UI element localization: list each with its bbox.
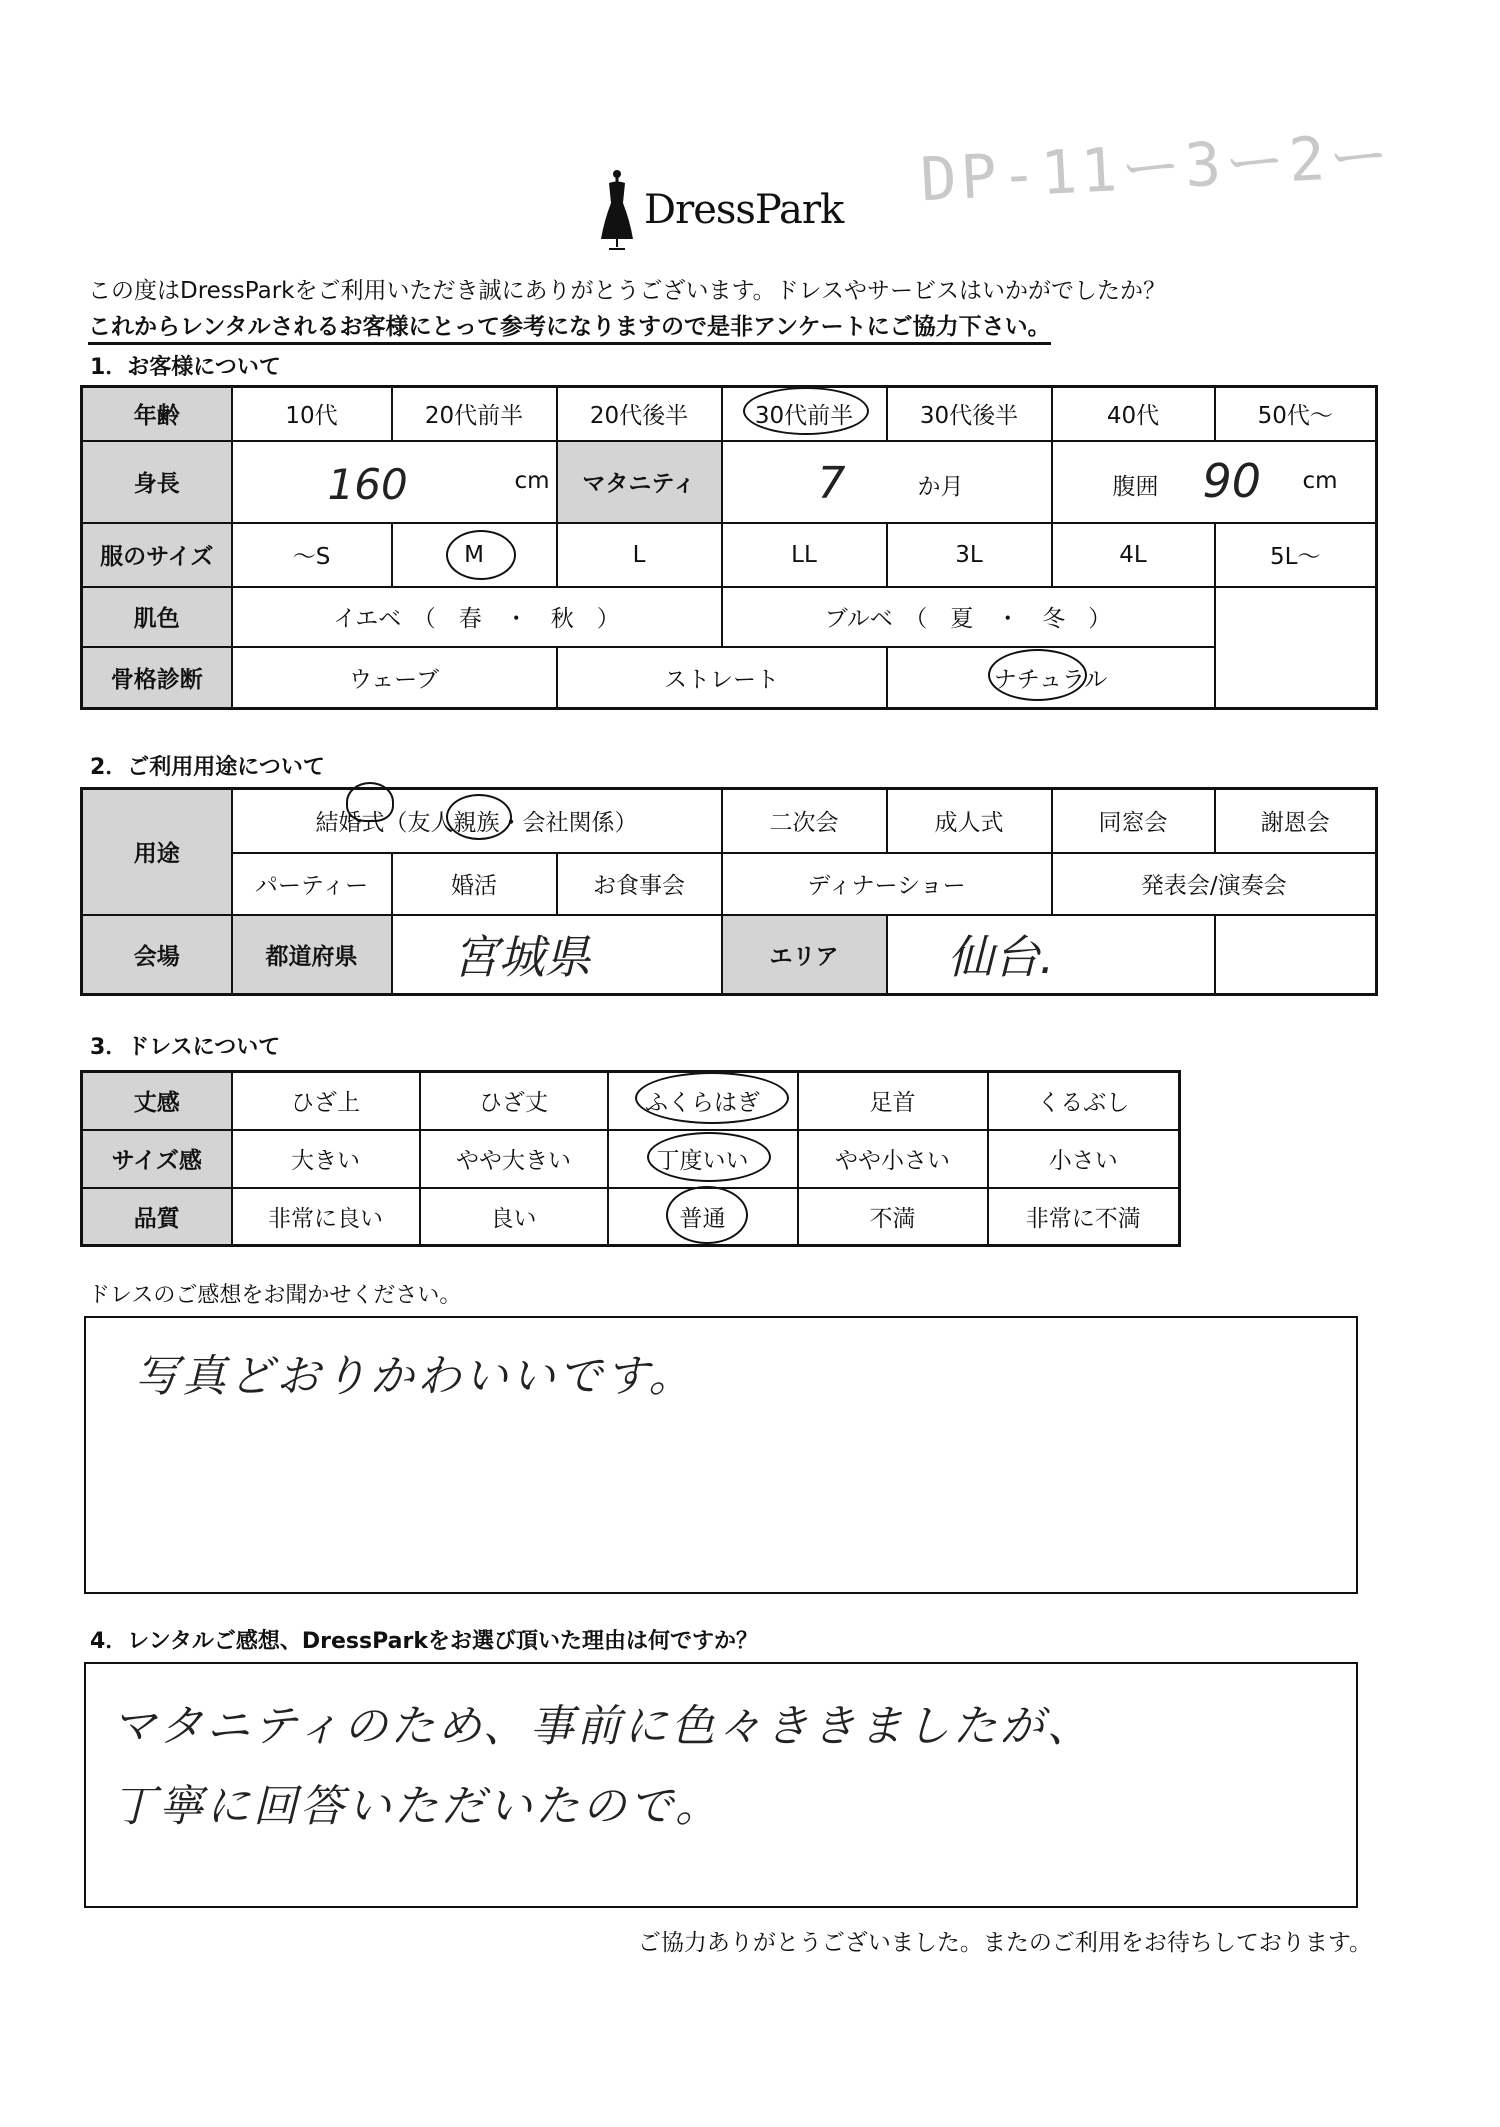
section-1-title: 1．お客様について	[90, 355, 281, 380]
fit-option[interactable]: やや大きい	[420, 1130, 608, 1188]
wedding-label: 結婚式	[315, 810, 385, 837]
bone-option-selected[interactable]	[887, 647, 1215, 709]
age-option[interactable]: 50代〜	[1215, 387, 1377, 441]
impression-label: ドレスのご感想をお聞かせください。	[88, 1283, 462, 1308]
age-option[interactable]: 40代	[1052, 387, 1215, 441]
purpose-option[interactable]: 二次会	[722, 789, 887, 853]
intro-line-2: これからレンタルされるお客様にとって参考になりますので是非アンケートにご協力下さい。	[88, 308, 1051, 345]
age-option-selected[interactable]	[722, 387, 887, 441]
reason-text-line-1: マタニティのため、事前に色々ききましたが、	[112, 1701, 1094, 1752]
purpose-option[interactable]: ディナーショー	[722, 853, 1052, 915]
quality-option-label: 普通	[679, 1205, 726, 1232]
age-option-label: 30代前半	[754, 403, 854, 430]
bone-option[interactable]: ストレート	[557, 647, 887, 709]
closing-message: ご協力ありがとうございました。またのご利用をお待ちしております。	[637, 1930, 1372, 1956]
quality-label: 品質	[82, 1188, 232, 1246]
fit-label: サイズ感	[82, 1130, 232, 1188]
size-option[interactable]: LL	[722, 523, 887, 587]
skin-option-yellow[interactable]: イエベ （ 春 ・ 秋 ）	[232, 587, 722, 647]
fit-option[interactable]: 大きい	[232, 1130, 420, 1188]
dress-table	[80, 1070, 1181, 1247]
logo-text: DressPark	[644, 187, 844, 233]
purpose-option[interactable]: 成人式	[887, 789, 1052, 853]
waist-value: 90	[1202, 453, 1262, 508]
faint-id-stamp: DP-11ー3ー2ー	[918, 120, 1395, 216]
logo	[600, 165, 843, 255]
purpose-option[interactable]: 謝恩会	[1215, 789, 1377, 853]
length-option[interactable]: くるぶし	[988, 1072, 1180, 1130]
purpose-table	[80, 787, 1378, 996]
section-2-title: 2．ご利用用途について	[90, 755, 325, 780]
section-4-title: 4．レンタルご感想、DressParkをお選び頂いた理由は何ですか？	[90, 1629, 758, 1654]
size-option[interactable]: 〜S	[232, 523, 392, 587]
quality-option[interactable]: 不満	[798, 1188, 988, 1246]
fit-option[interactable]: 小さい	[988, 1130, 1180, 1188]
impression-text: 写真どおりかわいいです。	[135, 1351, 696, 1402]
waist-label: 腹囲	[1112, 473, 1159, 500]
height-label: 身長	[82, 441, 232, 523]
bone-label: 骨格診断	[82, 647, 232, 709]
length-option-label: ふくらはぎ	[645, 1090, 760, 1117]
waist-field[interactable]	[1052, 441, 1377, 523]
quality-option[interactable]: 非常に良い	[232, 1188, 420, 1246]
length-label: 丈感	[82, 1072, 232, 1130]
wedding-family[interactable]: 親族	[453, 810, 500, 837]
purpose-option[interactable]: 婚活	[392, 853, 557, 915]
wedding-option[interactable]	[232, 789, 722, 853]
reason-text-line-2: 丁寧に回答いただいたので。	[112, 1781, 723, 1832]
purpose-option[interactable]: 発表会/演奏会	[1052, 853, 1377, 915]
section-3-title: 3．ドレスについて	[90, 1035, 281, 1060]
purpose-label: 用途	[82, 789, 232, 915]
maternity-field[interactable]	[722, 441, 1052, 523]
size-option[interactable]: 4L	[1052, 523, 1215, 587]
purpose-option[interactable]: パーティー	[232, 853, 392, 915]
prefecture-label: 都道府県	[232, 915, 392, 995]
paren-close: ）	[614, 810, 638, 837]
age-option[interactable]: 10代	[232, 387, 392, 441]
paren-open: （	[384, 810, 408, 837]
size-option[interactable]: 3L	[887, 523, 1052, 587]
waist-unit: cm	[1302, 467, 1338, 494]
size-label: 服のサイズ	[82, 523, 232, 587]
size-option[interactable]: 5L〜	[1215, 523, 1377, 587]
wedding-friend[interactable]: 友人	[407, 810, 454, 837]
length-option-selected[interactable]	[608, 1072, 798, 1130]
prefecture-value[interactable]: 宮城県	[392, 915, 722, 995]
area-value[interactable]: 仙台.	[887, 915, 1215, 995]
customer-table	[80, 385, 1378, 710]
maternity-value: 7	[817, 457, 846, 509]
length-option[interactable]: ひざ上	[232, 1072, 420, 1130]
height-unit: cm	[514, 467, 550, 494]
maternity-unit: か月	[917, 473, 964, 500]
height-field[interactable]	[232, 441, 557, 523]
bone-option[interactable]: ウェーブ	[232, 647, 557, 709]
dress-mannequin-icon	[600, 169, 634, 251]
quality-option[interactable]: 良い	[420, 1188, 608, 1246]
age-option[interactable]: 20代前半	[392, 387, 557, 441]
height-value: 160	[327, 459, 408, 509]
maternity-label: マタニティ	[557, 441, 722, 523]
purpose-option[interactable]: お食事会	[557, 853, 722, 915]
intro-line-1: この度はDressParkをご利用いただき誠にありがとうございます。ドレスやサービスはいかがでしたか？	[88, 278, 1166, 304]
purpose-option[interactable]: 同窓会	[1052, 789, 1215, 853]
wedding-company[interactable]: 会社関係	[522, 810, 615, 837]
age-option[interactable]: 30代後半	[887, 387, 1052, 441]
fit-option-selected[interactable]	[608, 1130, 798, 1188]
size-option-label: M	[464, 541, 484, 568]
age-option[interactable]: 20代後半	[557, 387, 722, 441]
age-label: 年齢	[82, 387, 232, 441]
fit-option[interactable]: やや小さい	[798, 1130, 988, 1188]
length-option[interactable]: ひざ丈	[420, 1072, 608, 1130]
skin-label: 肌色	[82, 587, 232, 647]
skin-option-blue[interactable]: ブルベ （ 夏 ・ 冬 ）	[722, 587, 1215, 647]
area-label: エリア	[722, 915, 887, 995]
fit-option-label: 丁度いい	[656, 1148, 749, 1174]
quality-option[interactable]: 非常に不満	[988, 1188, 1180, 1246]
dot-separator: ・	[499, 810, 523, 837]
size-option-selected[interactable]	[392, 523, 557, 587]
venue-label: 会場	[82, 915, 232, 995]
length-option[interactable]: 足首	[798, 1072, 988, 1130]
bone-option-label: ナチュラル	[993, 666, 1108, 693]
quality-option-selected[interactable]	[608, 1188, 798, 1246]
size-option[interactable]: L	[557, 523, 722, 587]
